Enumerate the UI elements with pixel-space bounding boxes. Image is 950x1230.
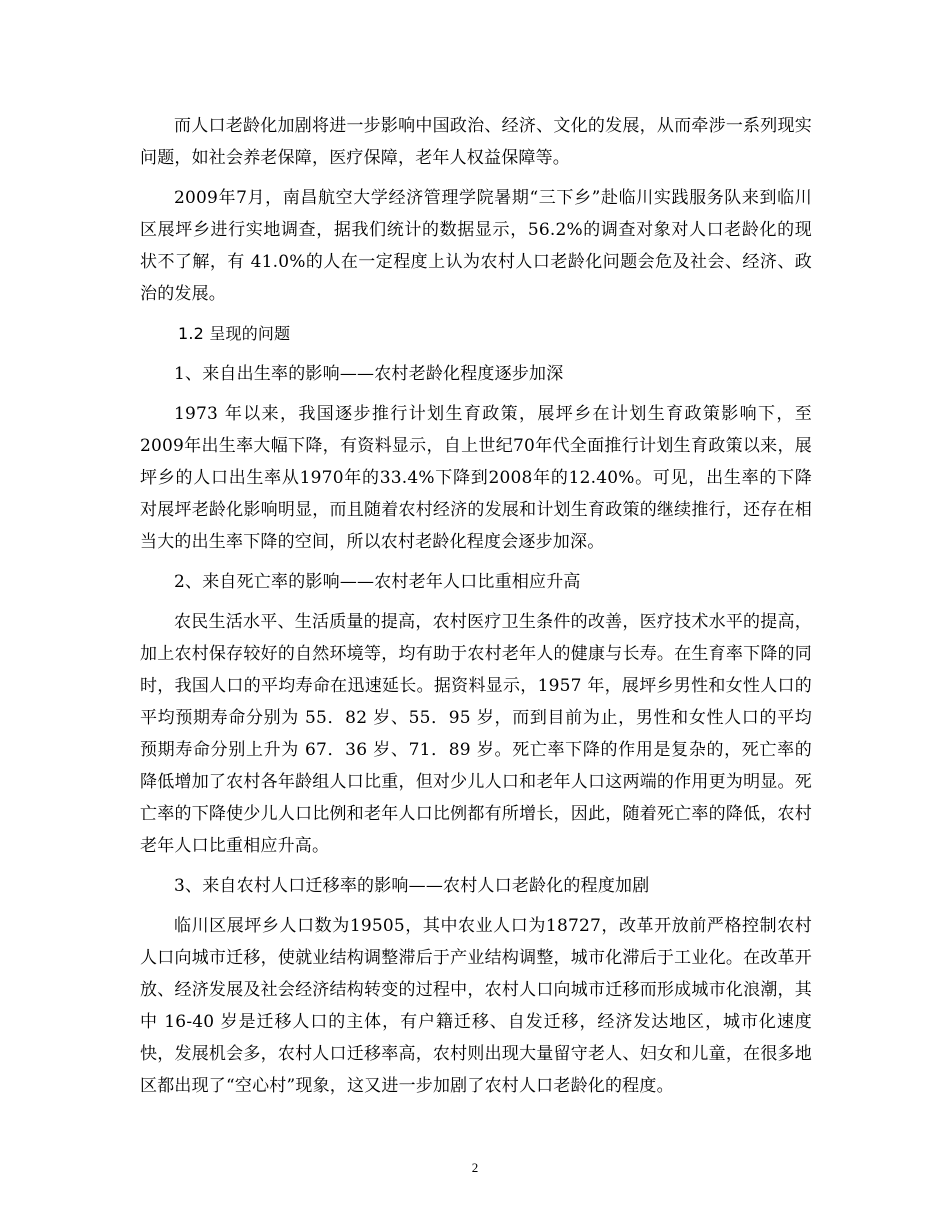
subsection-title-death-rate: 2、来自死亡率的影响——农村老年人口比重相应升高 xyxy=(174,572,581,592)
subsection-title-birth-rate: 1、来自出生率的影响——农村老龄化程度逐步加深 xyxy=(174,364,564,384)
paragraph-gap xyxy=(140,598,812,606)
page-number: 2 xyxy=(471,1160,479,1175)
paragraph-intro: 而人口老龄化加剧将进一步影响中国政治、经济、文化的发展，从而牵涉一系列现实问题，如社会养老保障，医疗保障，老年人权益保障等。 xyxy=(140,116,812,168)
subsection-body-birth-rate: 1973 年以来，我国逐步推行计划生育政策，展坪乡在计划生育政策影响下，至2009年出生率大幅下降，有资料显示，自上世纪70年代全面推行计划生育政策以来，展坪乡的人口出生率从1970年的33.4%下降到2008年的12.40%。可见，出生率的下降对展坪老龄化影响明显，而且随着农村经济的发展和计划生育政策的继续推行，还存在相当大的出生率下降的空间，所以农村老龄化程度会逐步加深。 xyxy=(140,404,812,552)
document-body xyxy=(140,110,812,1102)
paragraph-gap xyxy=(140,350,812,358)
paragraph-gap xyxy=(140,174,812,182)
paragraph-gap xyxy=(140,310,812,318)
paragraph-gap xyxy=(140,558,812,566)
subsection-body-migration-rate: 临川区展坪乡人口数为19505，其中农业人口为18727，改革开放前严格控制农村人口向城市迁移，使就业结构调整滞后于产业结构调整，城市化滞后于工业化。在改革开放、经济发展及社会经济结构转变的过程中，农村人口向城市迁移而形成城市化浪潮，其中 16-40 岁是迁移人口的主体，有户籍迁移、自发迁移，经济发达地区，城市化速度快，发展机会多，农村人口迁移率高，农村则出现大量留守老人、妇女和儿童，在很多地区都出现了“空心村”现象，这又进一步加剧了农村人口老龄化的程度。 xyxy=(140,916,812,1096)
paragraph-survey: 2009年7月，南昌航空大学经济管理学院暑期“三下乡”赴临川实践服务队来到临川区展坪乡进行实地调查，据我们统计的数据显示，56.2%的调查对象对人口老龄化的现状不了解，有 41.0%的人在一定程度上认为农村人口老龄化问题会危及社会、经济、政治的发展。 xyxy=(140,188,812,304)
paragraph-gap xyxy=(140,390,812,398)
subsection-body-death-rate: 农民生活水平、生活质量的提高，农村医疗卫生条件的改善，医疗技术水平的提高，加上农村保存较好的自然环境等，均有助于农村老年人的健康与长寿。在生育率下降的同时，我国人口的平均寿命在迅速延长。据资料显示，1957 年，展坪乡男性和女性人口的平均预期寿命分别为 55．82 岁、55．95 岁，而到目前为止，男性和女性人口的平均预期寿命分别上升为 67．36 岁、71．89 岁。死亡率下降的作用是复杂的，死亡率的降低增加了农村各年龄组人口比重，但对少儿人口和老年人口这两端的作用更为明显。死亡率的下降使少儿人口比例和老年人口比例都有所增长，因此，随着死亡率的降低，农村老年人口比重相应升高。 xyxy=(140,612,812,856)
subsection-title-migration-rate: 3、来自农村人口迁移率的影响——农村人口老龄化的程度加剧 xyxy=(174,876,650,896)
paragraph-gap xyxy=(140,862,812,870)
paragraph-gap xyxy=(140,902,812,910)
section-heading: 1.2 呈现的问题 xyxy=(178,324,291,343)
